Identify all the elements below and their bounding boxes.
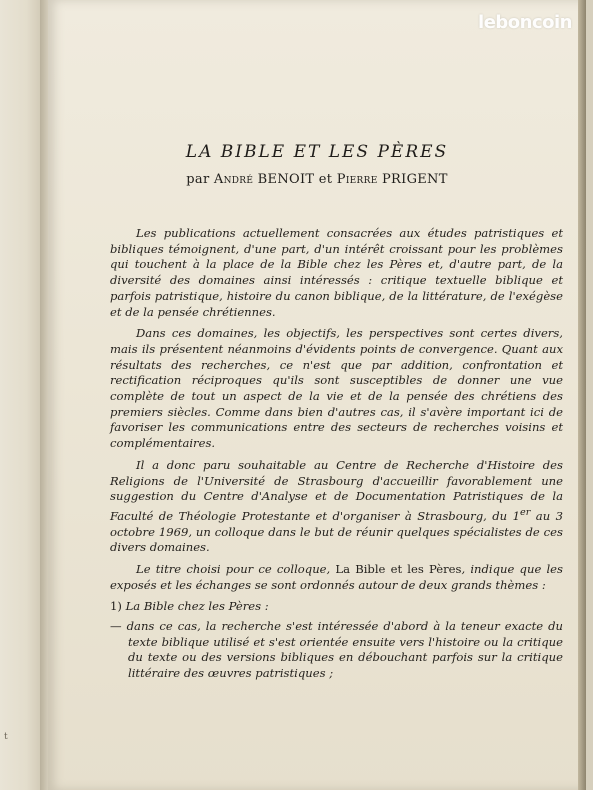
book-page (48, 0, 586, 790)
author1-last-name: BENOIT (257, 172, 315, 187)
leboncoin-watermark: leboncoin (478, 12, 572, 33)
paragraph-3 (110, 458, 563, 556)
paragraph-4-part-a: Le titre choisi pour ce colloque, (136, 561, 336, 576)
paragraph-1: Les publications actuellement consacrées aux études patristiques et bibliques témoignent, d'une part, d'un intérêt croissant pour les problèmes qui touchent à la place de la Bible chez les Pères et, d'autre part, de la diversité des domaines ainsi intéressés : critique textuelle biblique et parfois patristique, histoire du canon biblique, de la littérature, de l'exégèse et de la pensée chrétiennes. (110, 226, 563, 319)
byline-et: et (318, 172, 333, 187)
byline-par: par (186, 172, 210, 187)
list-item-1-number: 1) (110, 599, 122, 614)
facing-page-edge (0, 0, 44, 790)
facing-page-fragment: t (4, 732, 8, 742)
dash-item-1: — dans ce cas, la recherche s'est intéressée d'abord à la teneur exacte du texte biblique utilisé et s'est orientée ensuite vers l'histoire ou la critique du texte ou des versions bibliques en débouchant parfois sur la critique littéraire des œuvres patristiques ; (110, 619, 563, 681)
author2-last-name: PRIGENT (382, 172, 448, 187)
author2-first-name: Pierre (336, 172, 378, 187)
byline (48, 172, 586, 187)
page-edge-shadow (578, 0, 586, 790)
paragraph-3-superscript: er (519, 506, 531, 518)
paragraph-2: Dans ces domaines, les objectifs, les perspectives sont certes divers, mais ils présentent néanmoins d'évidents points de convergence. Quant aux résultats des recherches, ce n'est que par addition, confrontation et rectification réciproques qu'ils sont susceptibles de donner une vue complète de tout un aspect de la vie et de la pensée des chrétiens des premiers siècles. Comme dans bien d'autres cas, il s'avère important ici de favoriser les communications entre des secteurs de recherches voisins et complémentaires. (110, 326, 563, 451)
paragraph-3-part-a: Il a donc paru souhaitable au Centre de Recherche d'Histoire des Religions de l'Université de Strasbourg d'accueillir favorablement une suggestion du Centre d'Analyse et de Documentation Patristiques de la Faculté de Théologie Protestante et d'organiser à Strasbourg, du 1 (110, 457, 563, 523)
author1-first-name: André (213, 172, 254, 187)
list-item-1 (110, 599, 563, 615)
chapter-title: LA BIBLE ET LES PÈRES (185, 142, 449, 162)
body-text (110, 226, 563, 682)
paragraph-4 (110, 562, 563, 593)
paragraph-4-title: La Bible et les Pères (335, 561, 462, 576)
list-item-1-label: La Bible chez les Pères : (125, 599, 269, 614)
paragraph-4-part-b: , indique que les exposés et les échanges se sont ordonnés autour de deux grands thèmes : (110, 561, 563, 592)
paragraph-3-part-b: au 3 octobre 1969, un colloque dans le but de réunir quelques spécialistes de ces divers domaines. (110, 508, 563, 555)
